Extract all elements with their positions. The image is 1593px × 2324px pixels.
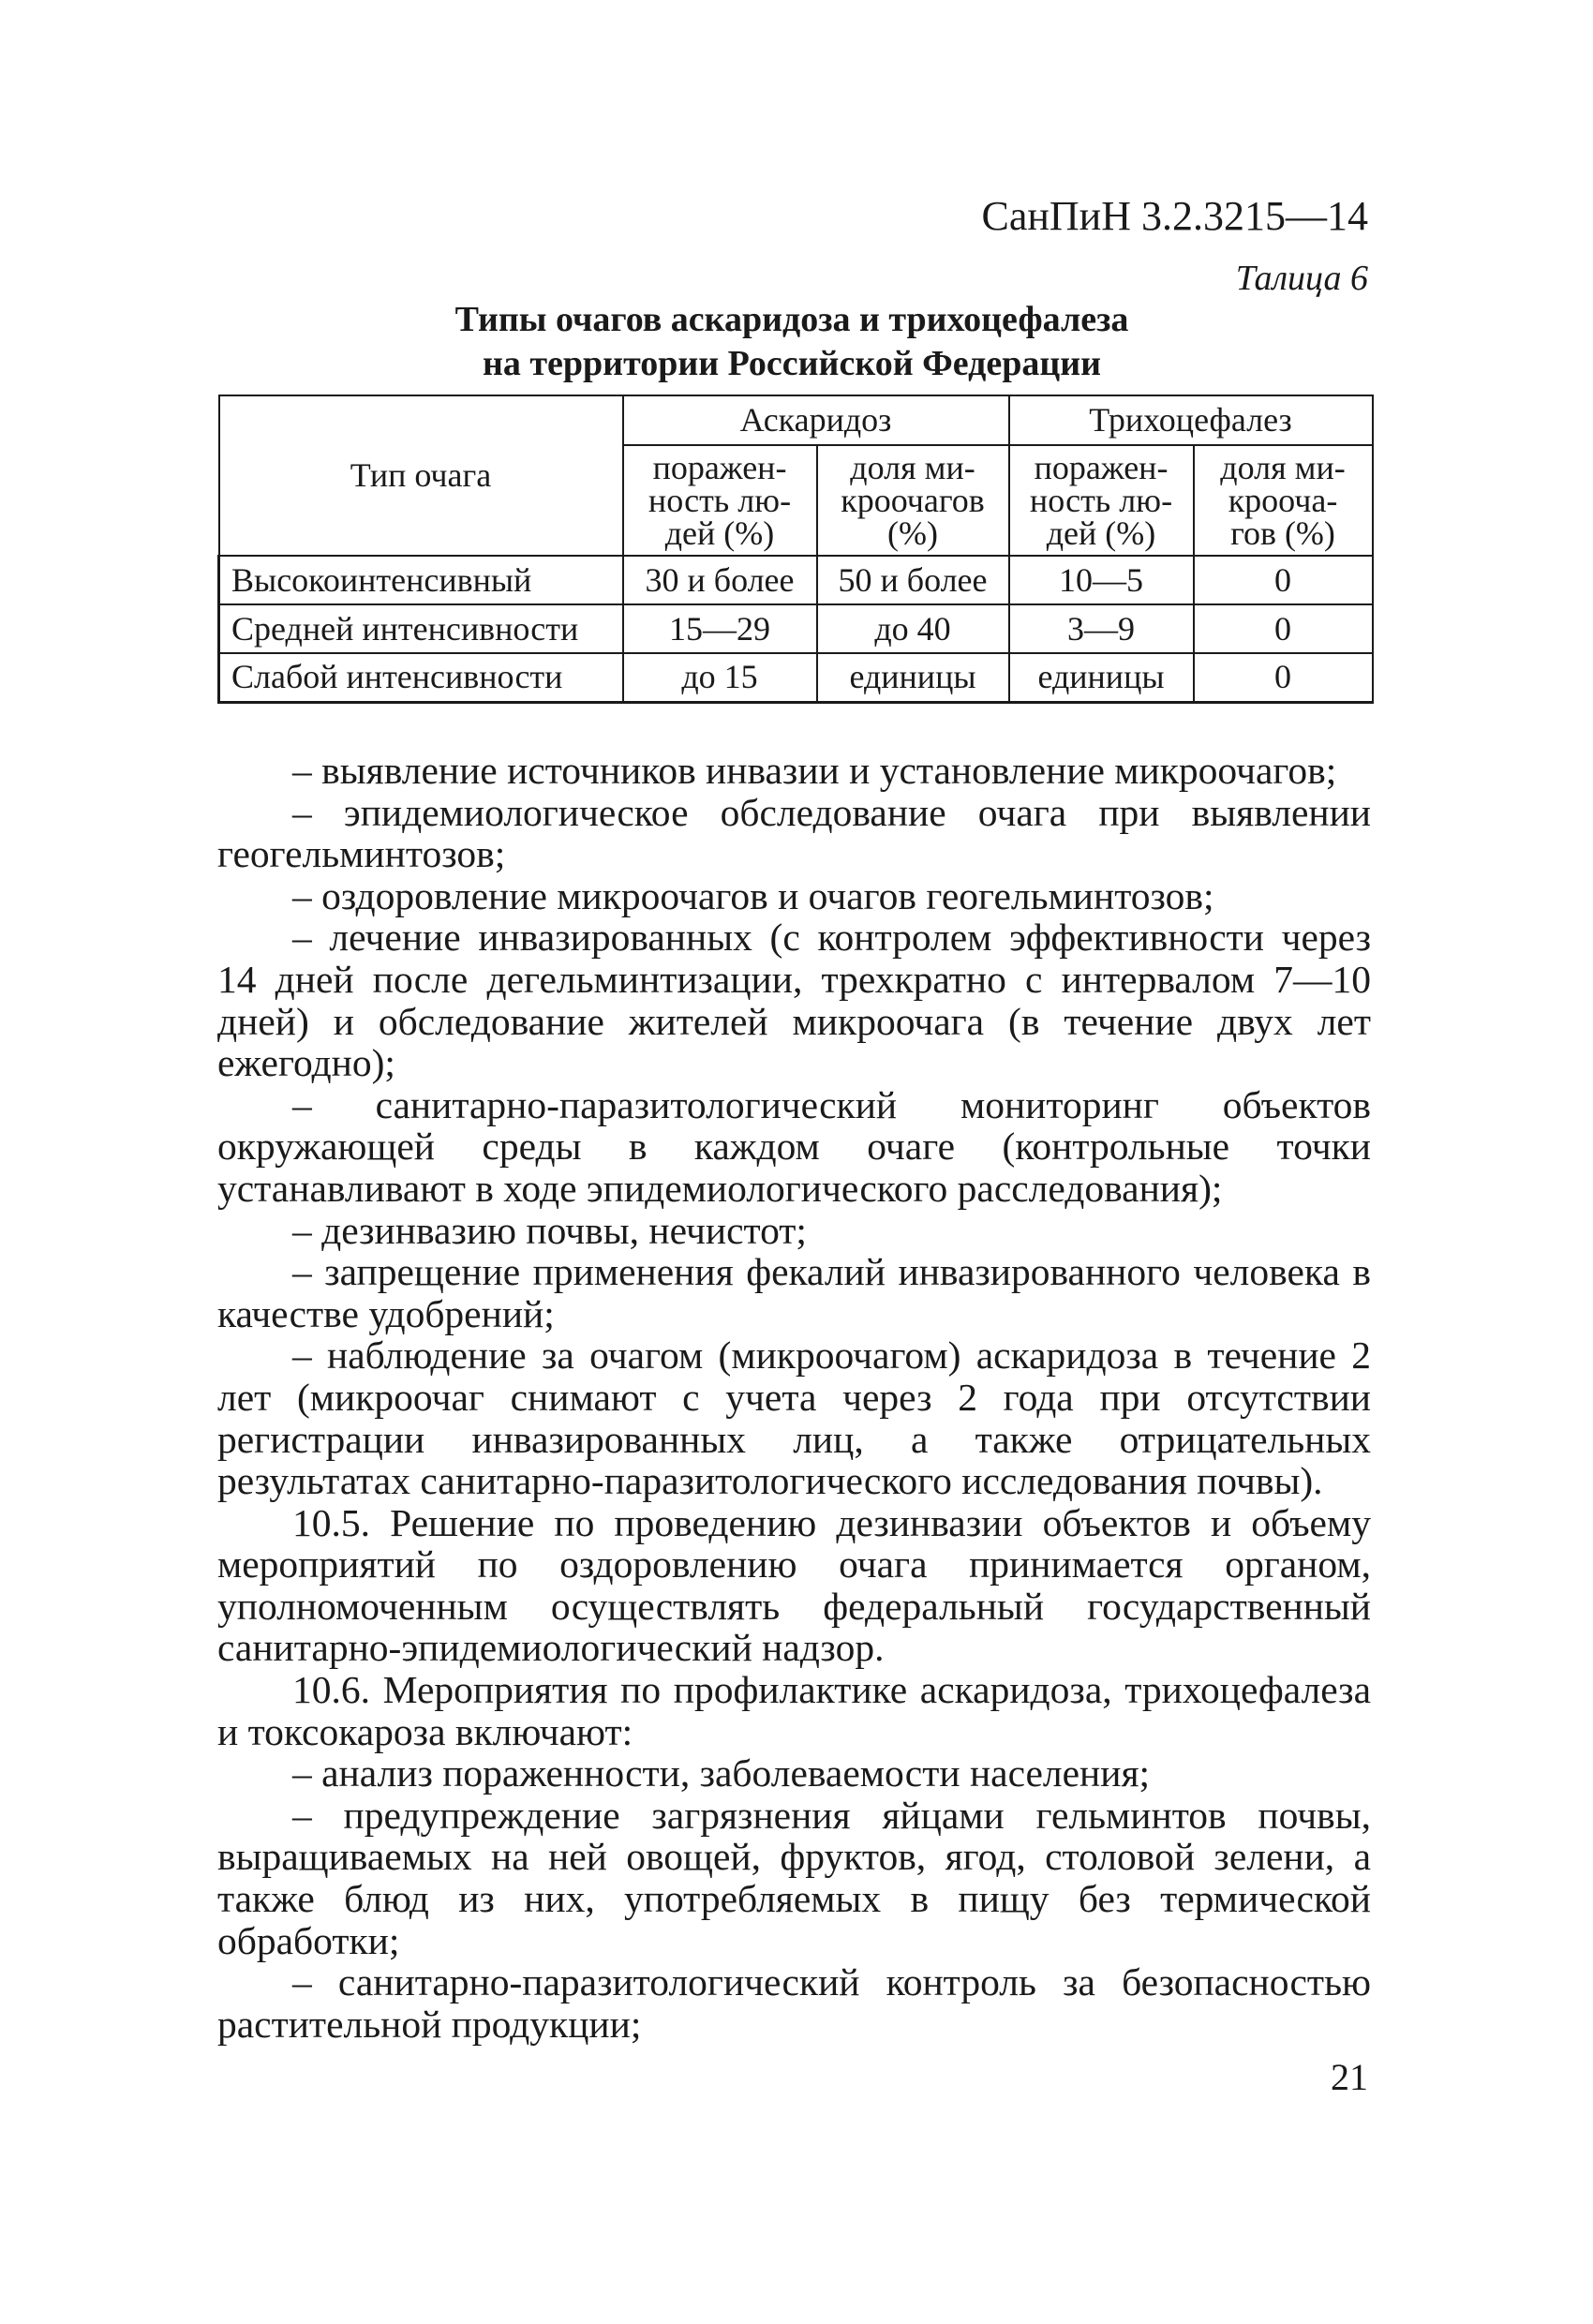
table-label: Талица 6: [1235, 259, 1368, 298]
paragraph: – санитарно-паразитологический контроль за безопасностью растительной продукции;: [217, 1960, 1371, 2046]
paragraph: – анализ пораженности, заболеваемости населения;: [292, 1751, 1151, 1795]
table-cell: единицы: [817, 653, 1009, 702]
paragraph: 10.5. Решение по проведению дезинвазии объектов и объему мероприятий по оздоровлению очага принимается органом, уполномоченным осуществлять федеральный государственный санитарно-эпидемиологический надзор.: [217, 1500, 1371, 1670]
table-cell: 0: [1194, 556, 1373, 604]
subheader-people-affected: поражен- ность лю- дей (%): [623, 445, 817, 556]
focus-types-table: [217, 395, 1374, 704]
paragraph: – дезинвазию почвы, нечистот;: [292, 1208, 807, 1252]
table-title-line: Типы очагов аскаридоза и трихоцефалеза: [454, 300, 1129, 339]
document-code: СанПиН 3.2.3215—14: [981, 193, 1368, 239]
col-group-trichuriasis: Трихоцефалез: [1009, 395, 1373, 445]
page-number: 21: [1331, 2056, 1368, 2098]
table-title-line: на территории Российской Федерации: [482, 344, 1102, 383]
paragraph: – выявление источников инвазии и установление микроочагов;: [292, 749, 1337, 792]
cell-focus-type: Слабой интенсивности: [219, 653, 623, 702]
cell-focus-type: Средней интенсивности: [219, 604, 623, 653]
paragraph: – наблюдение за очагом (микроочагом) аскаридоза в течение 2 лет (микроочаг снимают с учета через 2 года при отсутствии регистрации инвазированных лиц, а также отрицательных результатах санитарно-паразитологического исследования почвы).: [217, 1333, 1371, 1503]
paragraph: – эпидемиологическое обследование очага при выявлении геогельминтозов;: [217, 790, 1371, 876]
table-cell: до 40: [817, 604, 1009, 653]
table-title: [394, 298, 1190, 386]
paragraph: – санитарно-паразитологический мониторинг объектов окружающей среды в каждом очаге (контрольные точки устанавливают в ходе эпидемиологического расследования);: [217, 1082, 1371, 1210]
table-cell: 0: [1194, 604, 1373, 653]
cell-focus-type: Высокоинтенсивный: [219, 556, 623, 604]
paragraph: – оздоровление микроочагов и очагов геогельминтозов;: [292, 873, 1214, 917]
table-cell: до 15: [623, 653, 817, 702]
table-row: [219, 604, 1373, 653]
body-text: [217, 750, 1371, 2045]
table-row: [219, 653, 1373, 702]
col-header-type: Тип очага: [219, 395, 623, 556]
subheader-microfoci-share: доля ми- кроочагов (%): [817, 445, 1009, 556]
table-cell: единицы: [1009, 653, 1194, 702]
subheader-people-affected: поражен- ность лю- дей (%): [1009, 445, 1194, 556]
table-cell: 50 и более: [817, 556, 1009, 604]
table-row: [219, 556, 1373, 604]
table-cell: 3—9: [1009, 604, 1194, 653]
table-cell: 30 и более: [623, 556, 817, 604]
table-cell: 15—29: [623, 604, 817, 653]
table-cell: 0: [1194, 653, 1373, 702]
paragraph: – запрещение применения фекалий инвазированного человека в качестве удобрений;: [217, 1250, 1371, 1335]
paragraph: 10.6. Мероприятия по профилактике аскаридоза, трихоцефалеза и токсокароза включают:: [217, 1668, 1371, 1753]
col-group-ascariasis: Аскаридоз: [623, 395, 1009, 445]
paragraph: – предупреждение загрязнения яйцами гельминтов почвы, выращиваемых на ней овощей, фруктов, ягод, столовой зелени, а также блюд из них, употребляемых в пищу без термической обработки;: [217, 1793, 1371, 1962]
paragraph: – лечение инвазированных (с контролем эффективности через 14 дней после дегельминтизации, трехкратно с интервалом 7—10 дней) и обследование жителей микроочага (в течение двух лет ежегодно);: [217, 916, 1371, 1085]
subheader-microfoci-share: доля ми- кроочa- гов (%): [1194, 445, 1373, 556]
table-cell: 10—5: [1009, 556, 1194, 604]
